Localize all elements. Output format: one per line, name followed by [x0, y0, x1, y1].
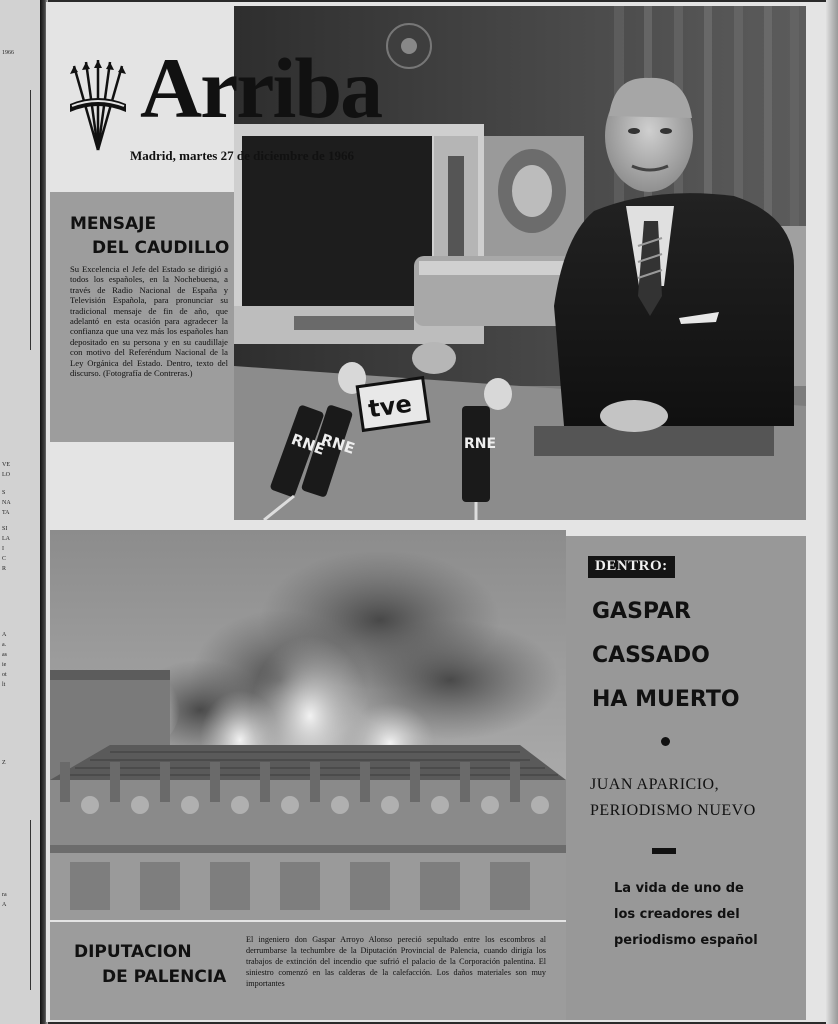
left-page-fragment: TA [2, 510, 10, 516]
inside-contents-box [566, 536, 806, 1020]
left-page-fragment: S [2, 490, 6, 496]
left-page-fragment: lt [2, 682, 6, 688]
inside-tag: DENTRO: [588, 556, 675, 578]
page-edge [826, 0, 838, 1024]
lead-story-title [70, 212, 230, 260]
left-page-fragment: I [2, 546, 4, 552]
dash-separator [652, 848, 676, 854]
inside-feature-line: La vida de uno de [614, 881, 744, 896]
inside-headline-line: HA MUERTO [592, 687, 740, 712]
masthead [62, 40, 422, 180]
left-page-fragment: 1966 [2, 50, 14, 56]
left-page-fragment: NA [2, 500, 11, 506]
yoke-and-arrows-icon [68, 58, 128, 154]
left-page-fragment: LA [2, 536, 10, 542]
bullet-separator [661, 737, 670, 746]
inside-feature-line: periodismo español [614, 933, 758, 948]
fire-photo-svg [50, 530, 566, 920]
left-page-fragment: ra [2, 892, 7, 898]
lead-story-box [50, 192, 234, 442]
mic-label-rne: RNE [464, 436, 497, 452]
mic-label-rne: RNE [318, 430, 357, 458]
inside-headline [592, 590, 792, 722]
left-page-rule [30, 90, 31, 350]
mic-label-tve: tve [366, 389, 414, 424]
lead-story-title-line: DEL CAUDILLO [92, 238, 230, 258]
newspaper-nameplate: Arriba [140, 40, 382, 136]
left-page-fragment: SI [2, 526, 8, 532]
left-page-fragment: ot [2, 672, 7, 678]
inside-feature-life [614, 876, 794, 954]
left-page-fragment: A [2, 632, 7, 638]
second-story-body: El ingeniero don Gaspar Arroyo Alonso pereció sepultado entre los escombros al derrumbarse la techumbre de la Diputación Provincial de Palencia, cuando dirigía los trabajos de extinción del incendio que sufrió el palacio de la Corporación palentina. El siniestro comenzó en las calderas de la calefacción. Los daños materiales son muy importantes [246, 935, 546, 988]
mic-label-rne: RNE [288, 430, 328, 459]
inside-feature-line: los creadores del [614, 907, 740, 922]
photo-palencia-fire [50, 530, 566, 920]
inside-feature-line: JUAN APARICIO, [590, 776, 720, 793]
lead-story-body: Su Excelencia el Jefe del Estado se dirigió a todos los españoles, en la Nochebuena, a través de Radio Nacional de España y Televisión Española, para pronunciar su tradicional mensaje de fin de año, que adelantó en esta ocasión para agradecer la confianza que una vez más los españoles han depositado en su persona y en su caudillaje con motivo del Referéndum Nacional de la Ley Orgánica del Estado. Dentro, texto del discurso. (Fotografía de Contreras.) [70, 264, 228, 379]
second-story-title-line: DIPUTACION [74, 942, 192, 962]
left-page-fragment: ie [2, 662, 7, 668]
left-page-fragment: Z [2, 760, 6, 766]
left-page-fragment: R [2, 566, 7, 572]
inside-feature-line: PERIODISMO NUEVO [590, 802, 756, 819]
left-page-fragment: a. [2, 642, 7, 648]
second-story-box [50, 922, 566, 1020]
dateline: Madrid, martes 27 de diciembre de 1966 [130, 148, 354, 163]
lead-story-title-line: MENSAJE [70, 214, 157, 234]
left-page-fragment: VE [2, 462, 10, 468]
left-page-fragment: A [2, 902, 7, 908]
second-story-title [74, 940, 244, 990]
inside-headline-line: CASSADO [592, 643, 710, 668]
inside-headline-line: GASPAR [592, 599, 691, 624]
left-page-fragment: C [2, 556, 7, 562]
left-page-rule [30, 820, 31, 990]
second-story-title-line: DE PALENCIA [102, 967, 227, 987]
inside-feature-aparicio [590, 772, 790, 824]
neighbour-page-strip [0, 0, 42, 1024]
left-page-fragment: LO [2, 472, 10, 478]
left-page-fragment: as [2, 652, 7, 658]
